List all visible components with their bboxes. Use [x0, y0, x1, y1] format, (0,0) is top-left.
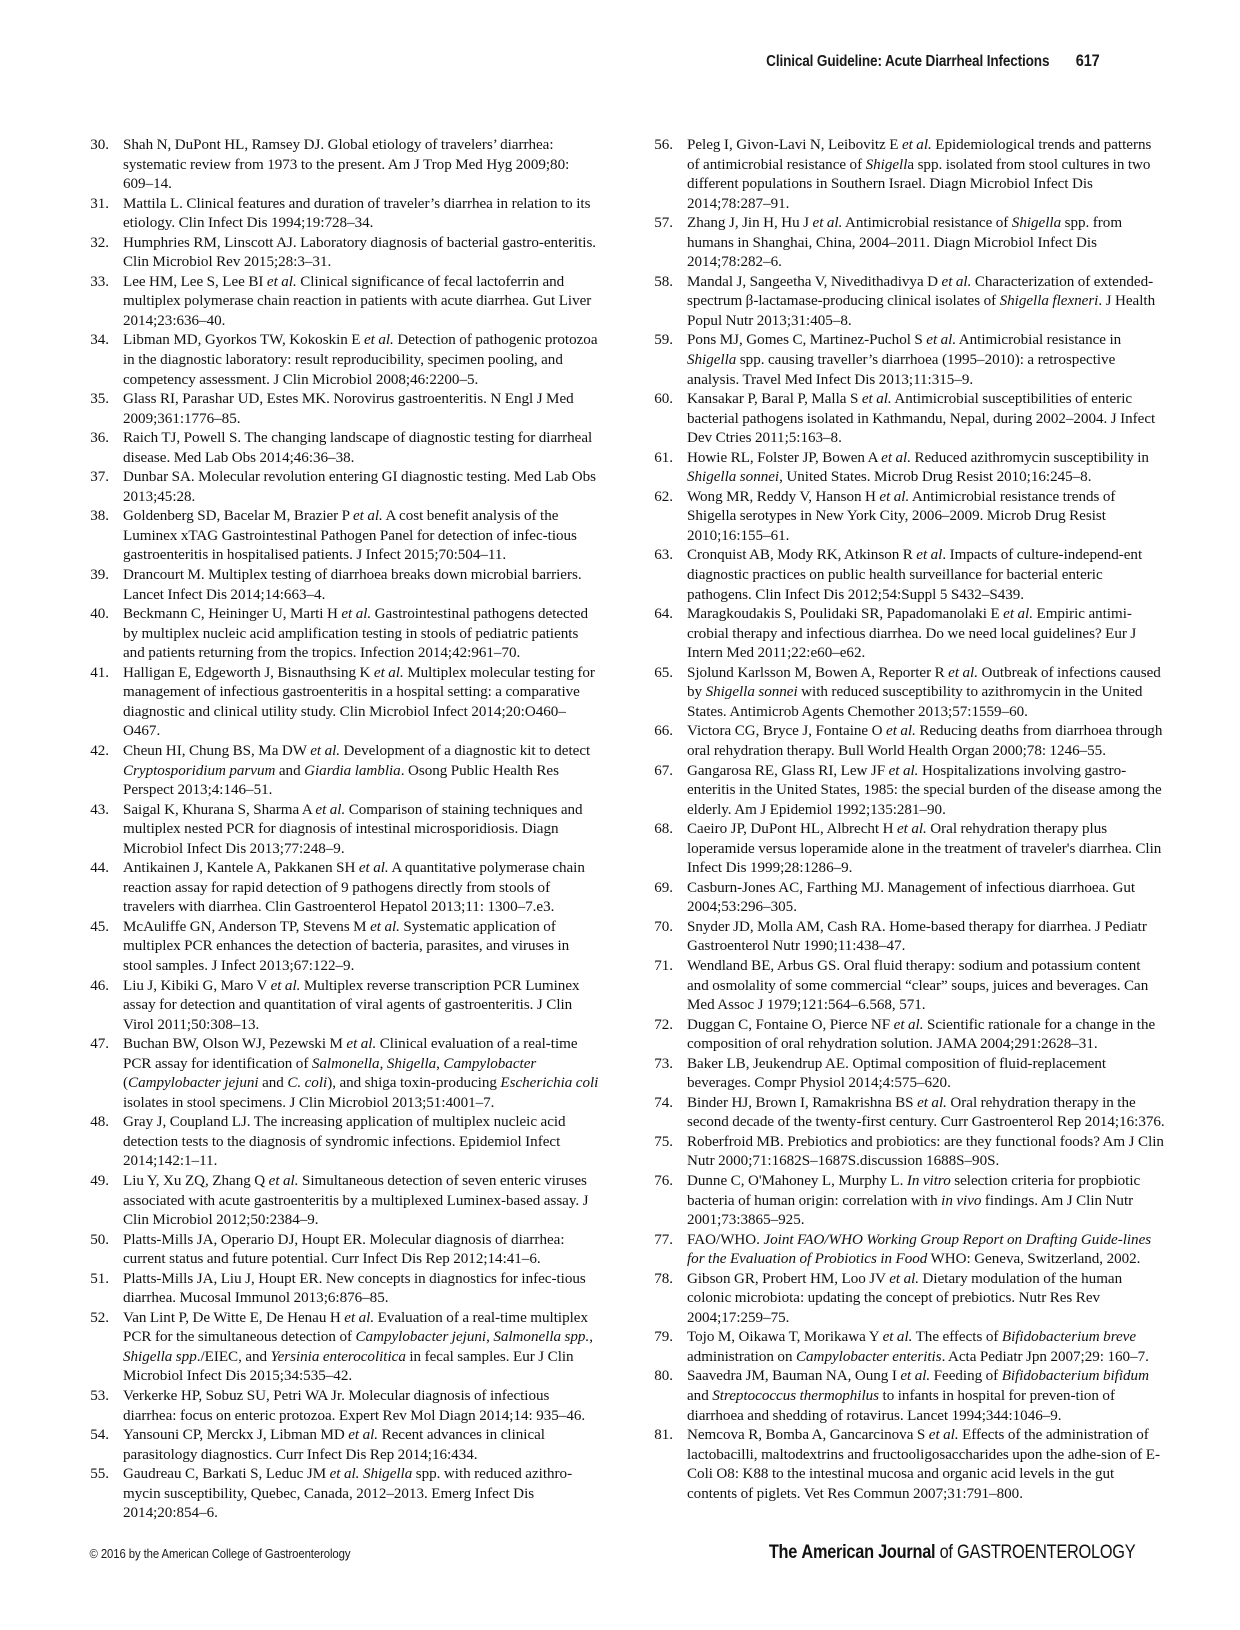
reference-citation-text: Peleg I, Givon-Lavi N, Leibovitz E et al. Epidemiological trends and patterns of antimicrobial resistance of Shigella spp. isolated from stool cultures in two different populations in Southern Israel. Diagn Microbiol Infect Dis 2014;78:287–91. — [687, 137, 1152, 212]
reference-citation-text: Caeiro JP, DuPont HL, Albrecht H et al. Oral rehydration therapy plus loperamide versus loperamide alone in the treatment of traveler's diarrhea. Clin Infect Dis 1999;28:1286–9. — [687, 821, 1162, 877]
reference-number: 69. — [654, 879, 673, 896]
reference-citation-text: Howie RL, Folster JP, Bowen A et al. Reduced azithromycin susceptibility in Shigella sonnei, United States. Microb Drug Resist 2010;16:245–8. — [687, 449, 1149, 486]
reference-entry — [639, 488, 1165, 547]
reference-number: 70. — [654, 918, 673, 935]
reference-number: 47. — [90, 1036, 109, 1053]
reference-citation-text: Gaudreau C, Barkati S, Leduc JM et al. Shigella spp. with reduced azithro-mycin susceptibility, Quebec, Canada, 2012–2013. Emerg Infect Dis 2014;20:854–6. — [123, 1466, 573, 1522]
reference-citation-text: Wong MR, Reddy V, Hanson H et al. Antimicrobial resistance trends of Shigella serotypes in New York City, 2006–2009. Microb Drug Resist 2010;16:155–61. — [687, 488, 1116, 544]
reference-number: 38. — [90, 508, 109, 525]
reference-entry — [75, 273, 601, 332]
reference-number: 72. — [654, 1016, 673, 1033]
reference-citation-text: Gangarosa RE, Glass RI, Lew JF et al. Hospitalizations involving gastro-enteritis in the United States, 1985: the special burden of the disease among the elderly. Am J Epidemiol 1992;135:281–90. — [687, 762, 1162, 818]
reference-number: 64. — [654, 606, 673, 623]
journal-logo-the: The — [768, 1542, 797, 1563]
reference-citation-text: Wendland BE, Arbus GS. Oral fluid therapy: sodium and potassium content and osmolality of some commercial “clear” soups, juices and beverages. Can Med Assoc J 1979;121:564–6.568, 571. — [687, 957, 1149, 1014]
reference-citation-text: Victora CG, Bryce J, Fontaine O et al. Reducing deaths from diarrhoea through oral rehydration therapy. Bull World Health Organ 2000;78: 1246–55. — [687, 723, 1163, 759]
reference-number: 44. — [90, 860, 109, 877]
reference-entry — [639, 605, 1165, 664]
reference-entry — [639, 1328, 1165, 1367]
reference-entry — [75, 918, 601, 977]
reference-number: 42. — [90, 742, 109, 759]
reference-entry — [75, 1172, 601, 1231]
page-number: 617 — [1075, 52, 1100, 70]
reference-citation-text: Dunne C, O'Mahoney L, Murphy L. In vitro selection criteria for propbiotic bacteria of human origin: correlation with in vivo findings. Am J Clin Nutr 2001;73:3865–925. — [687, 1172, 1141, 1229]
reference-number: 40. — [90, 606, 109, 623]
reference-citation-text: Cheun HI, Chung BS, Ma DW et al. Development of a diagnostic kit to detect Cryptosporidium parvum and Giardia lamblia. Osong Public Health Res Perspect 2013;4:146–51. — [123, 742, 591, 799]
reference-citation-text: FAO/WHO. Joint FAO/WHO Working Group Report on Drafting Guide-lines for the Evaluation of Probiotics in Food WHO: Geneva, Switzerland, 2002. — [687, 1231, 1152, 1268]
reference-number: 45. — [90, 918, 109, 935]
reference-citation-text: Nemcova R, Bomba A, Gancarcinova S et al. Effects of the administration of lactobacilli, maltodextrins and fructooligosaccharides upon the adhe-sion of E-Coli O8: K88 to the intestinal mucosa and organic acid levels in the gut contents of piglets. Vet Res Commun 2007;31:791–800. — [687, 1427, 1160, 1502]
reference-number: 57. — [654, 215, 673, 232]
running-head-title: Clinical Guideline: Acute Diarrheal Infections — [766, 53, 1050, 70]
reference-number: 81. — [654, 1427, 673, 1444]
reference-citation-text: Duggan C, Fontaine O, Pierce NF et al. Scientific rationale for a change in the composition of oral rehydration solution. JAMA 2004;291:2628–31. — [687, 1016, 1156, 1053]
reference-number: 71. — [654, 957, 673, 974]
reference-entry — [75, 1270, 601, 1309]
reference-citation-text: Libman MD, Gyorkos TW, Kokoskin E et al. Detection of pathogenic protozoa in the diagnostic laboratory: result reproducibility, specimen pooling, and competency assessment. J Clin Microbiol 2008;46:2200–5. — [123, 332, 598, 388]
reference-entry — [639, 1016, 1165, 1055]
reference-entry — [75, 801, 601, 860]
reference-entry — [639, 390, 1165, 449]
reference-number: 77. — [654, 1231, 673, 1248]
reference-number: 74. — [654, 1094, 673, 1111]
reference-entry — [639, 546, 1165, 605]
reference-citation-text: Zhang J, Jin H, Hu J et al. Antimicrobial resistance of Shigella spp. from humans in Shanghai, China, 2004–2011. Diagn Microbiol Infect Dis 2014;78:282–6. — [687, 215, 1123, 271]
reference-entry — [75, 742, 601, 801]
reference-citation-text: Platts-Mills JA, Liu J, Houpt ER. New concepts in diagnostics for infec-tious diarrhea. Mucosal Immunol 2013;6:876–85. — [123, 1270, 586, 1307]
reference-entry — [75, 195, 601, 234]
journal-logo-of: of — [939, 1542, 953, 1563]
reference-citation-text: Sjolund Karlsson M, Bowen A, Reporter R et al. Outbreak of infections caused by Shigella sonnei with reduced susceptibility to azithromycin in the United States. Antimicrob Agents Chemother 2013;57:1559–60. — [687, 664, 1161, 720]
reference-number: 52. — [90, 1309, 109, 1326]
reference-number: 43. — [90, 801, 109, 818]
journal-logo — [769, 1542, 1136, 1564]
reference-entry — [75, 977, 601, 1036]
reference-number: 33. — [90, 273, 109, 290]
reference-entry — [639, 1133, 1165, 1172]
reference-citation-text: Baker LB, Jeukendrup AE. Optimal composition of fluid-replacement beverages. Compr Physiol 2014;4:575–620. — [687, 1055, 1107, 1092]
reference-entry — [639, 1367, 1165, 1426]
reference-entry — [75, 566, 601, 605]
reference-column-right — [639, 136, 1165, 1504]
reference-entry — [75, 468, 601, 507]
reference-citation-text: Liu Y, Xu ZQ, Zhang Q et al. Simultaneous detection of seven enteric viruses associated with acute gastroenteritis by a multiplexed Luminex-based assay. J Clin Microbiol 2012;50:2384–9. — [123, 1172, 589, 1229]
reference-number: 31. — [90, 195, 109, 212]
reference-entry — [75, 605, 601, 664]
reference-column-left — [75, 136, 601, 1524]
reference-number: 49. — [90, 1172, 109, 1189]
reference-entry — [75, 859, 601, 918]
copyright-notice: © 2016 by the American College of Gastroenterology — [89, 1547, 351, 1561]
reference-citation-text: Shah N, DuPont HL, Ramsey DJ. Global etiology of travelers’ diarrhea: systematic review from 1973 to the present. Am J Trop Med Hyg 2009;80: 609–14. — [123, 137, 570, 193]
reference-entry — [639, 1094, 1165, 1133]
reference-citation-text: Goldenberg SD, Bacelar M, Brazier P et al. A cost benefit analysis of the Luminex xTAG Gastrointestinal Pathogen Panel for detection of infec-tious gastroenteritis in hospitalised patients. J Infect 2015;70:504–11. — [123, 508, 577, 564]
reference-citation-text: Pons MJ, Gomes C, Martinez-Puchol S et al. Antimicrobial resistance in Shigella spp. causing traveller’s diarrhoea (1995–2010): a retrospective analysis. Travel Med Infect Dis 2013;11:315–9. — [687, 332, 1122, 388]
reference-entry — [75, 136, 601, 195]
reference-number: 59. — [654, 332, 673, 349]
reference-number: 68. — [654, 821, 673, 838]
reference-entry — [639, 1426, 1165, 1504]
reference-citation-text: Yansouni CP, Merckx J, Libman MD et al. Recent advances in clinical parasitology diagnostics. Curr Infect Dis Rep 2014;16:434. — [123, 1427, 545, 1463]
reference-citation-text: Van Lint P, De Witte E, De Henau H et al. Evaluation of a real-time multiplex PCR for the simultaneous detection of Campylobacter jejuni, Salmonella spp., Shigella spp./EIEC, and Yersinia enterocolitica in fecal samples. Eur J Clin Microbiol Infect Dis 2015;34:535–42. — [123, 1309, 593, 1385]
reference-number: 35. — [90, 391, 109, 408]
reference-number: 53. — [90, 1388, 109, 1404]
reference-entry — [639, 1231, 1165, 1270]
reference-number: 63. — [654, 547, 673, 564]
reference-citation-text: Verkerke HP, Sobuz SU, Petri WA Jr. Molecular diagnosis of infectious diarrhea: focus on enteric protozoa. Expert Rev Mol Diagn 2014;14: 935–46. — [123, 1388, 586, 1424]
reference-number: 79. — [654, 1329, 673, 1346]
reference-number: 36. — [90, 430, 109, 447]
reference-citation-text: Gray J, Coupland LJ. The increasing application of multiplex nucleic acid detection tests to the diagnosis of syndromic infections. Epidemiol Infect 2014;142:1–11. — [123, 1114, 566, 1170]
reference-citation-text: Halligan E, Edgeworth J, Bisnauthsing K et al. Multiplex molecular testing for management of infectious gastroenteritis in a hospital setting: a comparative diagnostic and clinical utility study. Clin Microbiol Infect 2014;20:O460–O467. — [123, 664, 595, 740]
reference-number: 60. — [654, 391, 673, 408]
reference-number: 34. — [90, 332, 109, 349]
reference-citation-text: Gibson GR, Probert HM, Loo JV et al. Dietary modulation of the human colonic microbiota: updating the concept of prebiotics. Nutr Res Rev 2004;17:259–75. — [687, 1270, 1123, 1326]
reference-entry — [639, 449, 1165, 488]
reference-entry — [75, 1309, 601, 1387]
reference-citation-text: Cronquist AB, Mody RK, Atkinson R et al. Impacts of culture-independ-ent diagnostic practices on public health surveillance for bacterial enteric pathogens. Clin Infect Dis 2012;54:Suppl 5 S432–S439. — [687, 547, 1143, 603]
reference-list-left — [75, 136, 601, 1524]
reference-citation-text: Drancourt M. Multiplex testing of diarrhoea breaks down microbial barriers. Lancet Infect Dis 2014;14:663–4. — [123, 567, 582, 603]
reference-citation-text: Binder HJ, Brown I, Ramakrishna BS et al. Oral rehydration therapy in the second decade of the twenty-first century. Curr Gastroenterol Rep 2014;16:376. — [687, 1094, 1165, 1131]
reference-citation-text: Antikainen J, Kantele A, Pakkanen SH et al. A quantitative polymerase chain reaction assay for rapid detection of 9 pathogens directly from stools of travelers with diarrhea. Clin Gastroenterol Hepatol 2013;11: 1300–7.e3. — [123, 860, 585, 916]
reference-number: 58. — [654, 273, 673, 290]
reference-number: 73. — [654, 1055, 673, 1072]
journal-logo-gastroenterology: GASTROENTEROLOGY — [956, 1542, 1136, 1563]
reference-number: 39. — [90, 567, 109, 584]
reference-citation-text: Saavedra JM, Bauman NA, Oung I et al. Feeding of Bifidobacterium bifidum and Streptococcus thermophilus to infants in hospital for preven-tion of diarrhoea and shedding of rotavirus. Lancet 1994;344:1046–9. — [687, 1368, 1149, 1424]
reference-citation-text: Buchan BW, Olson WJ, Pezewski M et al. Clinical evaluation of a real-time PCR assay for identification of Salmonella, Shigella, Campylobacter (Campylobacter jejuni and C. coli), and shiga toxin-producing Escherichia coli isolates in stool specimens. J Clin Microbiol 2013;51:4001–7. — [123, 1036, 599, 1111]
reference-entry — [75, 234, 601, 273]
reference-entry — [75, 390, 601, 429]
reference-entry — [639, 1270, 1165, 1329]
reference-entry — [75, 507, 601, 566]
reference-citation-text: Saigal K, Khurana S, Sharma A et al. Comparison of staining techniques and multiplex nested PCR for diagnosis of intestinal microsporidiosis. Diagn Microbiol Infect Dis 2013;77:248–9. — [123, 801, 583, 857]
reference-number: 61. — [654, 449, 673, 466]
reference-citation-text: Liu J, Kibiki G, Maro V et al. Multiplex reverse transcription PCR Luminex assay for detection and quantitation of viral agents of gastroenteritis. J Clin Virol 2011;50:308–13. — [123, 977, 580, 1033]
reference-number: 41. — [90, 664, 109, 681]
reference-entry — [639, 136, 1165, 214]
reference-citation-text: McAuliffe GN, Anderson TP, Stevens M et al. Systematic application of multiplex PCR enhances the detection of bacteria, parasites, and viruses in stool samples. J Infect 2013;67:122–9. — [123, 918, 570, 974]
reference-citation-text: Roberfroid MB. Prebiotics and probiotics: are they functional foods? Am J Clin Nutr 2000;71:1682S–1687S.discussion 1688S–90S. — [687, 1133, 1164, 1170]
reference-entry — [639, 273, 1165, 332]
reference-citation-text: Humphries RM, Linscott AJ. Laboratory diagnosis of bacterial gastro-enteritis. Clin Microbiol Rev 2015;28:3–31. — [123, 234, 597, 271]
running-head — [140, 52, 1099, 78]
reference-number: 67. — [654, 762, 673, 779]
reference-citation-text: Dunbar SA. Molecular revolution entering GI diagnostic testing. Med Lab Obs 2013;45:28. — [123, 469, 597, 505]
reference-entry — [75, 1035, 601, 1113]
reference-citation-text: Raich TJ, Powell S. The changing landscape of diagnostic testing for diarrheal disease. Med Lab Obs 2014;46:36–38. — [123, 430, 593, 466]
reference-entry — [75, 664, 601, 742]
reference-citation-text: Kansakar P, Baral P, Malla S et al. Antimicrobial susceptibilities of enteric bacterial pathogens isolated in Kathmandu, Nepal, during 2002–2004. J Infect Dev Ctries 2011;5:163–8. — [687, 391, 1156, 447]
reference-citation-text: Mattila L. Clinical features and duration of traveler’s diarrhea in relation to its etiology. Clin Infect Dis 1994;19:728–34. — [123, 195, 591, 232]
reference-citation-text: Lee HM, Lee S, Lee BI et al. Clinical significance of fecal lactoferrin and multiplex polymerase chain reaction in patients with acute diarrhea. Gut Liver 2014;23:636–40. — [123, 273, 592, 329]
reference-entry — [639, 918, 1165, 957]
journal-logo-american-journal: American Journal — [801, 1542, 936, 1563]
reference-columns — [75, 136, 1165, 1522]
reference-number: 66. — [654, 723, 673, 740]
reference-number: 30. — [90, 137, 109, 153]
reference-entry — [639, 879, 1165, 918]
reference-number: 46. — [90, 977, 109, 994]
reference-citation-text: Mandal J, Sangeetha V, Nivedithadivya D et al. Characterization of extended-spectrum β-lactamase-producing clinical isolates of Shigella flexneri. J Health Popul Nutr 2013;31:405–8. — [687, 273, 1156, 329]
reference-number: 32. — [90, 234, 109, 251]
reference-number: 48. — [90, 1114, 109, 1131]
reference-entry — [639, 331, 1165, 390]
reference-citation-text: Casburn-Jones AC, Farthing MJ. Management of infectious diarrhoea. Gut 2004;53:296–305. — [687, 879, 1136, 916]
reference-entry — [75, 1113, 601, 1172]
reference-entry — [639, 820, 1165, 879]
reference-entry — [639, 214, 1165, 273]
reference-entry — [639, 762, 1165, 821]
reference-number: 54. — [90, 1427, 109, 1444]
reference-number: 51. — [90, 1270, 109, 1287]
reference-number: 55. — [90, 1466, 109, 1483]
reference-citation-text: Platts-Mills JA, Operario DJ, Houpt ER. Molecular diagnosis of diarrhea: current status and future potential. Curr Infect Dis Rep 2012;14:41–6. — [123, 1231, 565, 1268]
reference-entry — [639, 664, 1165, 723]
reference-entry — [75, 1231, 601, 1270]
reference-citation-text: Glass RI, Parashar UD, Estes MK. Norovirus gastroenteritis. N Engl J Med 2009;361:1776–85. — [123, 391, 574, 427]
reference-entry — [639, 1172, 1165, 1231]
reference-citation-text: Beckmann C, Heininger U, Marti H et al. Gastrointestinal pathogens detected by multiplex nucleic acid amplification testing in stools of pediatric patients and patients returning from the tropics. Infection 2014;42:961–70. — [123, 606, 589, 662]
reference-number: 56. — [654, 137, 673, 153]
reference-number: 75. — [654, 1133, 673, 1150]
reference-number: 76. — [654, 1172, 673, 1189]
reference-number: 37. — [90, 469, 109, 486]
reference-number: 65. — [654, 664, 673, 681]
reference-citation-text: Tojo M, Oikawa T, Morikawa Y et al. The effects of Bifidobacterium breve administration on Campylobacter enteritis. Acta Pediatr Jpn 2007;29: 160–7. — [687, 1329, 1149, 1365]
reference-list-right — [639, 136, 1165, 1504]
reference-entry — [639, 722, 1165, 761]
reference-number: 62. — [654, 488, 673, 505]
reference-number: 78. — [654, 1270, 673, 1287]
reference-entry — [75, 1465, 601, 1524]
reference-number: 50. — [90, 1231, 109, 1248]
reference-entry — [75, 1426, 601, 1465]
reference-entry — [639, 1055, 1165, 1094]
reference-citation-text: Maragkoudakis S, Poulidaki SR, Papadomanolaki E et al. Empiric antimi-crobial therapy and infectious diarrhea. Do we need local guidelines? Eur J Intern Med 2011;22:e60–e62. — [687, 606, 1137, 662]
page-footer — [75, 1542, 1165, 1572]
reference-entry — [75, 1387, 601, 1426]
reference-entry — [75, 331, 601, 390]
reference-number: 80. — [654, 1368, 673, 1385]
reference-citation-text: Snyder JD, Molla AM, Cash RA. Home-based therapy for diarrhea. J Pediatr Gastroenterol Nutr 1990;11:438–47. — [687, 918, 1147, 955]
reference-entry — [639, 957, 1165, 1016]
reference-entry — [75, 429, 601, 468]
